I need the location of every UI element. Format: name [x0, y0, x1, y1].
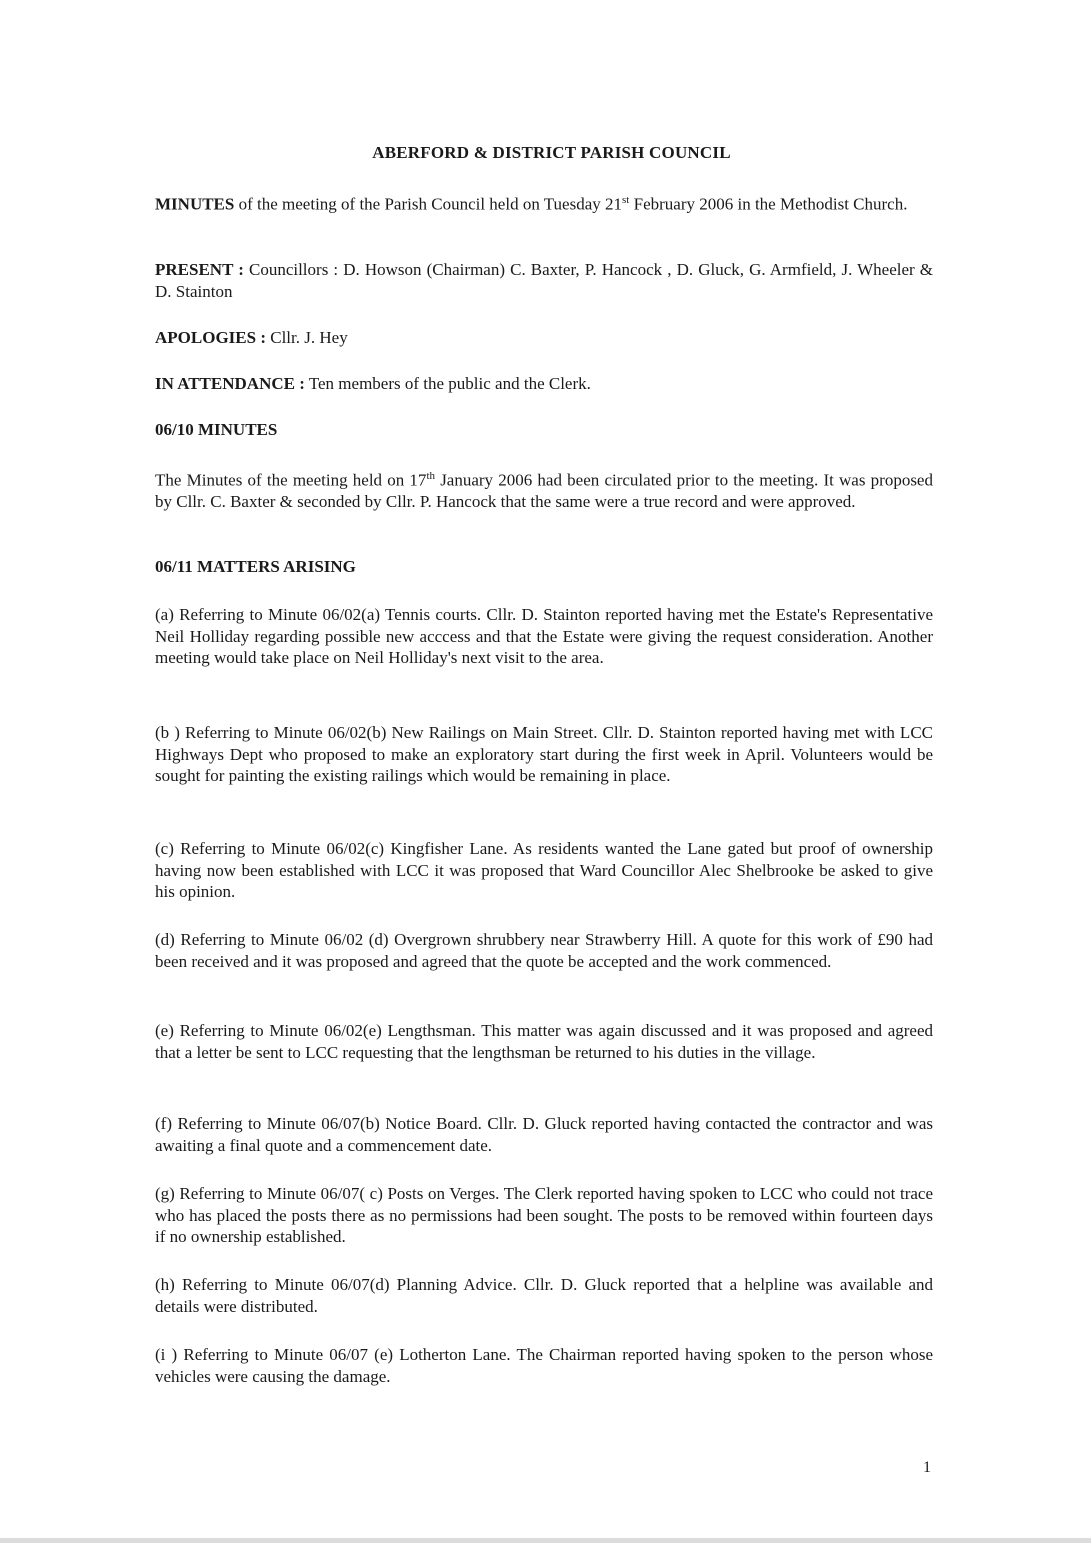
matter-item-h: (h) Referring to Minute 06/07(d) Planning Advice. Cllr. D. Gluck reported that a helpline was available and details were distributed. [155, 1275, 933, 1316]
intro-text-after: February 2006 in the Methodist Church. [629, 194, 908, 214]
apologies-label: APOLOGIES : [155, 328, 266, 347]
document-title: ABERFORD & DISTRICT PARISH COUNCIL [372, 143, 731, 162]
present-label: PRESENT : [155, 260, 244, 279]
matters-arising-heading: 06/11 MATTERS ARISING [155, 557, 356, 576]
present-text: Councillors : D. Howson (Chairman) C. Baxter, P. Hancock , D. Gluck, G. Armfield, J. Wheeler & D. Stainton [155, 260, 934, 301]
attendance-text: Ten members of the public and the Clerk. [304, 374, 591, 393]
scan-edge [0, 1538, 1091, 1543]
intro-text-before: of the meeting of the Parish Council held on Tuesday 21 [234, 194, 623, 214]
intro-label: MINUTES [155, 194, 235, 214]
minutes-paragraph [155, 466, 933, 513]
minutes-heading: 06/10 MINUTES [155, 420, 278, 439]
attendance-paragraph [155, 373, 933, 395]
minutes-text-after: January 2006 had been circulated prior to the meeting. It was proposed by Cllr. C. Baxter & seconded by Cllr. P. Hancock that the same were a true record and were approved. [155, 470, 933, 512]
matter-item-d: (d) Referring to Minute 06/02 (d) Overgrown shrubbery near Strawberry Hill. A quote for this work of £90 had been received and it was proposed and agreed that the quote be accepted and the work commenced. [155, 930, 933, 971]
intro-superscript: st [622, 194, 630, 206]
matter-item-i: (i ) Referring to Minute 06/07 (e) Lotherton Lane. The Chairman reported having spoken to the person whose vehicles were causing the damage. [155, 1345, 933, 1386]
intro-paragraph [155, 190, 933, 215]
apologies-paragraph [155, 327, 933, 349]
matter-item-b: (b ) Referring to Minute 06/02(b) New Railings on Main Street. Cllr. D. Stainton reported having met with LCC Highways Dept who proposed to make an exploratory start during the first week in April. Volunteers would be sought for painting the existing railings which would be remaining in place. [155, 723, 933, 785]
matter-item-e: (e) Referring to Minute 06/02(e) Lengthsman. This matter was again discussed and it was proposed and agreed that a letter be sent to LCC requesting that the lengthsman be returned to his duties in the village. [155, 1021, 933, 1062]
matter-item-a: (a) Referring to Minute 06/02(a) Tennis courts. Cllr. D. Stainton reported having met the Estate's Representative Neil Holliday regarding possible new acccess and that the Estate were giving the request consideration. Another meeting would take place on Neil Holliday's next visit to the area. [155, 605, 933, 667]
matter-item-c: (c) Referring to Minute 06/02(c) Kingfisher Lane. As residents wanted the Lane gated but proof of ownership having now been established with LCC it was proposed that Ward Councillor Alec Shelbrooke be asked to give his opinion. [155, 839, 933, 901]
present-paragraph [155, 259, 933, 302]
matter-item-g: (g) Referring to Minute 06/07( c) Posts on Verges. The Clerk reported having spoken to LCC who could not trace who has placed the posts there as no permissions had been sought. The posts to be removed within fourteen days if no ownership established. [155, 1184, 933, 1246]
page-number: 1 [923, 1459, 931, 1476]
minutes-superscript: th [426, 470, 435, 482]
matter-item-f: (f) Referring to Minute 06/07(b) Notice Board. Cllr. D. Gluck reported having contacted the contractor and was awaiting a final quote and a commencement date. [155, 1114, 933, 1155]
apologies-text: Cllr. J. Hey [266, 328, 348, 347]
minutes-text-before: The Minutes of the meeting held on 17 [155, 470, 427, 490]
attendance-label: IN ATTENDANCE : [155, 374, 305, 393]
